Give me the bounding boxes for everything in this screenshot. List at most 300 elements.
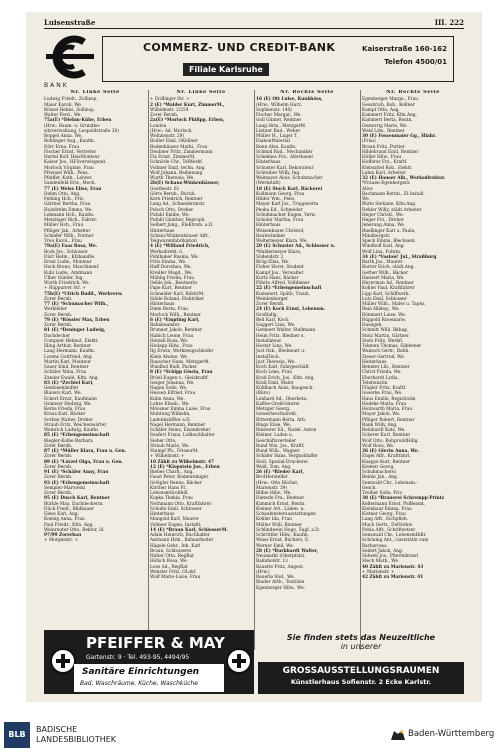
directory-entry: Südendstr. 2 — [256, 254, 284, 260]
directory-entry: Weimayer Alois, Schuhmacher — [256, 176, 323, 181]
directory-entry: Mayer Karl Jos., Truppwerte — [256, 202, 319, 208]
showroom-banner — [258, 662, 464, 694]
directory-entry: Rings Elise, We. — [256, 422, 292, 428]
directory-entry: Senswald Chr., LebensmHdlr. — [362, 533, 427, 538]
directory-entry: (Hrw.: Otto Büchel, — [256, 480, 299, 486]
directory-entry: Bürkle Max, Dachdeckerm. — [44, 501, 104, 507]
directory-entry: Sandenfeld Erw., Mech. — [44, 181, 96, 187]
directory-entry: Görts Bernh., Buchh. — [150, 191, 196, 197]
directory-entry: Egenberger Hilw., We. — [256, 585, 305, 591]
directory-entry: Kraus Karl, Bäcker — [44, 412, 86, 418]
header-rule — [44, 28, 464, 29]
directory-entry: Barth Jos., Maurer — [362, 260, 403, 265]
directory-entry: Tokmen Thomas, Säbbener — [362, 344, 422, 349]
directory-entry: Stoll, Spezial-Druckerei — [256, 459, 308, 465]
directory-entry: (Hrw.: Ad. Morlock, — [150, 128, 193, 134]
directory-entry: Illing Arthur, Rentner — [44, 344, 92, 349]
directory-entry: Nagel Hermann, Rentner — [150, 422, 206, 428]
directory-entry: Schuhmacher Eugen, Verw. — [256, 212, 316, 218]
bank-advert — [102, 36, 454, 82]
directory-entry: Hetzell Rosa, We. — [150, 338, 189, 344]
column-4 — [362, 90, 464, 650]
directory-entry: Adam Heinrich, Buchhalter — [150, 533, 210, 538]
directory-entry: Maier Karoli, We. — [44, 102, 83, 108]
directory-entry: Kuhn Anna, We. — [150, 396, 185, 402]
directory-entry: Habich Leone, Frau — [150, 333, 194, 339]
directory-entry: Weiss Ernst, Büchers, E. — [256, 538, 310, 544]
directory-entry: Kremer Georg, — [362, 464, 395, 470]
directory-entry: Kopka Thekla, Frau — [150, 496, 193, 502]
directory-entry: Müller Willi, Rentner — [256, 522, 303, 528]
directory-entry: Gramser Hedwig, We. — [44, 401, 92, 407]
directory-entry: Pohla Alfr., Schriftsetzer — [362, 527, 416, 533]
directory-entry: Wolf Lina, Fuhrm. — [362, 249, 402, 255]
directory-entry: 81 (E) *Deninger Ludwig, — [44, 328, 106, 334]
directory-entry: Windhol Rudi, Packer — [150, 365, 198, 370]
tagline-line-2: in unserer — [340, 642, 382, 651]
directory-entry: Fehling Hch., Priv. — [44, 197, 85, 202]
directory-entry: Weltzienstr. 29) — [150, 134, 185, 139]
directory-entry: (Hrw.) — [256, 569, 270, 575]
directory-entry: Martin Karl, Monteur — [44, 359, 92, 365]
directory-entry: 89 (E) *Lörzel Olga, Frau u. Gen. — [44, 459, 123, 465]
directory-entry: Kistner Georg, Frau — [362, 512, 406, 517]
directory-entry: Wilhelmstr. 2/254 — [150, 107, 189, 113]
directory-entry: *Haldermeyer Klara, — [256, 249, 302, 255]
directory-entry: + Morgenstr. + — [44, 538, 78, 544]
directory-entry: 4 (E) *Wilfand Friedrich, — [150, 244, 210, 250]
directory-entry: Kaffee-Großrösterei — [256, 401, 300, 407]
directory-entry: Lang Hrm., MetzgerM. — [256, 123, 307, 129]
bank-branch: Filiale Karlsruhe — [183, 63, 269, 76]
directory-entry: Zorer Bernh. — [44, 312, 73, 318]
directory-entry: Geiger Johanna, We. — [150, 380, 195, 386]
directory-entry: 36 (E) Glevin Anna, We. — [362, 449, 420, 454]
directory-entry: Stech Math., We. — [362, 559, 400, 565]
directory-entry: Vollmer Eugen, Installt. — [150, 522, 202, 528]
bank-contact — [362, 43, 447, 69]
directory-entry: 40 Zählt zu Marienstr. 43 — [362, 564, 424, 570]
directory-entry: Stolz Martin, Gärtner — [362, 333, 410, 339]
directory-entry: Kuhl Ludw., Amtmann — [44, 270, 93, 276]
directory-entry: Großhdlg. — [256, 312, 278, 318]
street-name: Luisenstraße — [44, 18, 96, 27]
directory-entry: Hofferer Frz., Kraftf. — [362, 160, 408, 166]
directory-entry: Grötgler Benno, Bäcker — [150, 480, 202, 486]
directory-entry: Jenerung Anna, We. — [362, 223, 406, 229]
directory-entry: Pufahl Günther, Reproph. — [150, 218, 206, 223]
directory-entry: Koch Karl, Fahrgeschäft — [256, 365, 309, 370]
directory-entry: Muhtung Wilhelm, — [150, 412, 191, 418]
directory-entry: Gless Karl, Ang. — [44, 512, 80, 517]
directory-entry: Schanz-Winkenhäuser Alfr., — [150, 233, 210, 239]
directory-entry: Zorer Bernh. — [44, 454, 73, 460]
directory-entry: Zorer Bernh. — [44, 464, 73, 470]
directory-entry: Kimmich Ernst, Rentn. — [256, 501, 306, 507]
directory-entry: Schäfer Heinz, Eisendreher — [150, 428, 211, 433]
directory-entry: Speck Emma, Blechsenl. — [362, 239, 416, 244]
directory-entry: Nothmann Otto, Kraftfahrer — [150, 501, 212, 507]
directory-entry: Gesch. — [362, 485, 377, 491]
directory-entry: Zieser Gertrud, We. — [362, 354, 406, 360]
directory-entry: Egenberger Marga., Frau — [362, 97, 419, 103]
directory-entry: Morlock Virginie, Frau — [44, 165, 94, 171]
directory-entry: LadenkaüfRer a.D. — [150, 417, 191, 423]
directory-entry: Renn Alex, Kaufm. — [256, 144, 297, 150]
showroom-tagline — [258, 630, 464, 662]
directory-entry: Werner Emil, We. — [256, 543, 295, 549]
column-divider — [254, 90, 255, 650]
directory-entry: Bennter Lib., Rentner — [362, 365, 410, 370]
directory-entry: Knappe Kurt, Rentner — [362, 459, 410, 465]
directory-entry: Gerber Wilh., Bäcker — [362, 270, 409, 276]
directory-entry: Kohler Paul, Kraftfahrer — [362, 286, 415, 292]
directory-entry: Halter Otto, RegRat — [150, 554, 194, 559]
directory-entry: Sidwell Jos., Pflerleibrawl — [362, 554, 419, 559]
directory-entry: Lang Ad., Schneidermstr. — [150, 202, 206, 208]
directory-entry: Hock Bruno, Maschinenf. — [44, 265, 100, 271]
directory-entry: Hilder Wm., Pens. — [256, 197, 296, 202]
directory-entry: Höfsch Rosa, We. — [150, 559, 188, 565]
directory-entry: Zorer Bernh. — [44, 443, 73, 449]
directory-entry: 95 (E) Dusch Karl, Rentner — [44, 496, 110, 502]
directory-entry: Semwald Chr., Lebensm.- — [362, 480, 418, 486]
directory-entry: Schiefer Wilh., Former — [44, 233, 94, 239]
directory-entry: Polsch Otto, Dreher — [150, 207, 194, 213]
directory-entry: Müller Wilh., Maler u. Tapez. — [362, 302, 426, 307]
directory-entry: Schnörle Chr., TelWerkf. — [150, 160, 204, 166]
directory-entry: Gemüsehändler — [44, 386, 79, 391]
directory-entry: Gewerbeschulrekt. — [256, 412, 298, 418]
directory-entry: Loos Ad., RegRat — [150, 564, 188, 570]
directory-columns — [44, 90, 466, 650]
directory-entry: Teigwarenfabrikation — [150, 239, 197, 244]
directory-entry: Kreiller Magd., We. — [150, 270, 193, 276]
directory-entry: Holzdrehn Emma, We. — [44, 207, 93, 213]
directory-entry: Lenhard Ad., Oberbeta., — [256, 396, 309, 402]
directory-entry: Braun, Schlosserei — [150, 548, 192, 554]
directory-entry: Schreiber Willy, Ing. — [256, 170, 301, 176]
directory-entry: Biegler-Kolbe Barbara — [44, 438, 93, 444]
directory-entry: Metzger Georg, — [256, 407, 291, 412]
directory-entry: Astmann Hrm., Bahnarbeiter — [150, 538, 214, 544]
directory-entry: Schulte Emil, Schlosser — [150, 506, 202, 512]
directory-entry: Zorer Bernh. — [256, 302, 285, 307]
directory-entry: Zorer Bernh. — [44, 323, 73, 328]
directory-entry: sitzverwaltung, Leopoldstraße 26) — [44, 128, 119, 134]
directory-entry: Boppel Anna, We. — [44, 134, 83, 139]
directory-entry: 20 (E) Schuster Ad., Schlosser u. — [256, 244, 336, 250]
directory-entry: 10 Zählt zu Wilhelmstr. 47 — [150, 459, 214, 465]
directory-entry: Paul Friedr., Kfm. Ang. — [44, 522, 94, 528]
directory-entry: Ilg Erwin, Werkzeugschleifer — [150, 349, 214, 355]
directory-entry: Just Theresia, We. — [256, 359, 296, 365]
directory-entry: London — [150, 123, 167, 129]
directory-entry: Bodler Emil, OKellner — [150, 139, 198, 145]
directory-entry: Zorer Bernh. — [44, 475, 73, 481]
column-heading: Nr. Linke Seite — [70, 90, 120, 95]
directory-entry: Beil Karl, Koch — [256, 317, 289, 323]
directory-entry: Kühlbach Alois, Baugesch. — [256, 386, 314, 391]
directory-entry: Kurtz Hans, Bäcker — [256, 275, 299, 281]
directory-entry: (Hrw.: Wilhelm Harz, — [256, 102, 303, 108]
directory-entry: Wamsch Gertr., Buhh. — [362, 349, 410, 355]
directory-entry: Kircher Hans Fr., — [150, 485, 188, 491]
directory-entry: Mühlig Frieda, Frau — [150, 275, 195, 281]
directory-entry: 97/99 Zorerbau — [44, 533, 82, 538]
pfeiffer-may-advert — [44, 630, 254, 694]
directory-entry: InstalTech. — [256, 354, 280, 360]
directory-entry: Mayer Jakob, We. — [362, 412, 401, 418]
directory-entry: Kern Friedrich, Rentner — [150, 197, 203, 202]
column-1 — [44, 90, 146, 650]
baden-wuerttemberg-lion-icon — [390, 728, 406, 742]
directory-entry: Pufahl Emilie, We. — [150, 212, 190, 218]
directory-entry: 83 (E) *Zechiel Karl, — [44, 380, 94, 386]
directory-entry: Riedlinger Karl u. Paula, — [362, 228, 416, 234]
directory-entry: Telefonistin — [362, 380, 388, 386]
directory-entry: Fischer Margar., We. — [256, 113, 302, 118]
directory-entry: Kleinbaur Emma, Frau — [362, 506, 412, 512]
library-name[interactable] — [36, 725, 116, 745]
advert-address: Gartenstr. 9 · Tel. 493-95, 4494/95 — [86, 654, 190, 661]
directory-entry: Oehle Joh., Rentnerin — [150, 281, 198, 286]
page-number: III. 222 — [434, 18, 464, 27]
directory-entry: 42 Zählt zu Marienstr. 41 — [362, 575, 424, 580]
column-entries — [44, 97, 146, 543]
directory-entry: Braun Fritz, Portier — [362, 144, 405, 150]
directory-entry: Hartel Rolf, HeizMonteur — [44, 155, 100, 160]
directory-entry: 85 (E) *Erbengemeinschaft — [44, 433, 110, 439]
column-heading: Nr. Rechte Seite — [386, 90, 440, 95]
directory-entry: Scherer Karl, Rentner — [362, 433, 411, 439]
directory-entry: Walter Ferd., We. — [44, 113, 82, 118]
directory-entry: Hinterhaus — [256, 223, 281, 229]
directory-entry: (Hrw.: Baum- u. Grundbe- — [44, 123, 101, 129]
directory-entry: Ernst Ludw., Monteur — [44, 260, 92, 265]
directory-entry: Heger Frz., Dreher — [362, 218, 404, 223]
column-heading: Nr. Linke Seite — [176, 90, 226, 95]
directory-entry: Lintner Rud., Weber — [256, 128, 301, 134]
directory-entry: Kammert Berta, Rentn. — [362, 118, 413, 124]
directory-entry: Kaiser Jos., HFüverwiegend. — [44, 160, 107, 166]
directory-entry: + Erdlinger Str. + — [150, 97, 190, 103]
directory-entry: Lipp Karl, Schiffwerk. — [362, 291, 410, 297]
directory-entry: Ludwig Friedr., Zollinsp. — [44, 97, 98, 103]
directory-entry: Bautechniker — [256, 233, 286, 239]
directory-entry: Zander Ewald, Kfm. Ang. — [44, 375, 99, 381]
directory-entry: 2b(E) Schanz-Winkenhäuser, — [150, 181, 220, 187]
directory-entry: Weiß, Tom. Ang. — [256, 464, 292, 470]
state-name[interactable]: Baden-Württemberg — [408, 729, 495, 739]
directory-entry: 77 (E) *Schumacher Wilh., — [44, 302, 109, 307]
bank-logo-icon — [44, 32, 96, 82]
directory-entry: Neumarkt (Oberpfalz), — [256, 554, 306, 559]
directory-entry: 75a(E) *Diehm-Kühe, Erben — [44, 118, 112, 124]
directory-entry: Kammert Fritz, Kfm.Ang. — [362, 113, 417, 118]
directory-entry: Weltermeyer Klara, We. — [256, 239, 308, 244]
directory-entry: Rauscher Hans, MetzgerM. — [150, 359, 211, 365]
directory-entry: Schneider Karl, RöbhrM. — [150, 291, 205, 297]
directory-entry: 30 (E) Fossenmaier Gg., Hlahr. — [362, 134, 437, 139]
column-divider — [360, 90, 361, 650]
directory-entry: 38 (E) *Brauerei Schrempp-Printz — [362, 496, 445, 502]
directory-entry: Kohler Ida, Frau — [256, 517, 292, 523]
column-2 — [150, 90, 252, 650]
directory-entry: Eberhardt Lydia, — [362, 375, 399, 381]
directory-entry: Schäfer Mina, Frau — [44, 370, 87, 376]
directory-entry: Sempler-Marowski — [44, 485, 86, 491]
directory-entry: Hinterhaus — [150, 512, 175, 517]
viewer-footer — [0, 718, 504, 753]
directory-entry: Wolf Marie-Luise, Frau — [150, 575, 201, 580]
directory-entry: Hodapp Hilw., Frau — [150, 344, 193, 349]
directory-entry: Lutz Emil, Schlosser — [362, 296, 407, 302]
directory-entry: Rüppold Rosemarie, — [362, 317, 407, 323]
column-divider — [148, 90, 149, 650]
directory-entry: 93 (E) *Erbengemeinschaft — [44, 480, 110, 486]
directory-entry: LebensmGroßhdl. — [150, 491, 189, 496]
directory-entry: Kollmann Georg, Frau — [256, 191, 305, 197]
directory-entry: Vollmer Emil, techn. Ang. — [150, 165, 206, 171]
directory-entry: Installateur — [256, 338, 282, 344]
directory-entry: Dachdecker — [44, 333, 71, 339]
directory-entry: Wurth Theresia, We. — [150, 176, 195, 181]
directory-entry: (Frau) — [362, 139, 376, 145]
directory-entry: Weid Ldw., Rentner — [362, 128, 405, 134]
directory-entry: Fisher Horst, Student — [256, 265, 304, 271]
directory-entry: Rodenhäuser Mathi., Frau — [150, 144, 208, 150]
directory-entry: Schäfer Hans, Vergnoldaffer — [256, 454, 318, 460]
directory-entry: + Rüppurrer Str. + — [44, 286, 86, 292]
directory-entry: Hinterhaus — [362, 359, 387, 365]
page-header — [44, 18, 464, 28]
directory-entry: Hansert Maria, We. — [362, 275, 405, 281]
column-entries — [150, 97, 252, 580]
directory-entry: Wurth Friedrich, We. — [44, 281, 90, 286]
directory-entry: Schaufensterausstattungen — [256, 512, 316, 517]
directory-entry: Werksdirekt. ö. — [150, 249, 184, 255]
directory-entry: Klein Alwine, We. — [150, 354, 189, 360]
directory-entry: Sieber Otto, — [150, 438, 177, 444]
directory-entry: Rund Wilh., Wagner — [256, 449, 300, 454]
directory-entry: Christ Frieda, We. — [362, 370, 402, 376]
directory-entry: 18 (E) Stock Karl, Bäckerei — [256, 186, 323, 192]
directory-entry: Koch Lene, Frau — [256, 370, 293, 376]
directory-entry: + Marienstr. + — [362, 569, 395, 575]
column-entries — [256, 97, 358, 591]
directory-entry: Bachmann Bernh., El.Install. — [362, 191, 425, 197]
showroom-advert — [258, 630, 464, 694]
blb-logo[interactable]: BLB — [4, 722, 30, 748]
directory-entry: Treiber Sofie, Priv. — [362, 491, 403, 496]
directory-entry: Heyerman Ad., Rentner — [362, 281, 414, 286]
directory-entry: 79 (E) *Rössler Max, Erben — [44, 317, 110, 323]
directory-entry: 14 (E) *Braun Karl, SchlosserM. — [150, 527, 228, 533]
library-line-1: BADISCHE — [36, 725, 78, 734]
directory-entry: Wenzler Fritz, OLokf. — [150, 569, 197, 575]
directory-entry: (Büro) — [256, 391, 270, 397]
directory-entry: 32 (E) Hauser Alb., Werksdirektor. — [362, 176, 446, 181]
directory-entry: Dieterle Fra., Rentner — [256, 496, 305, 502]
directory-entry: Deubner Fritz, Zimmermann — [150, 149, 213, 155]
directory-entry: Morlock Wilh., Rentner — [150, 312, 201, 318]
directory-entry: Fritz Emma, We. — [150, 260, 187, 265]
directory-entry: Seufert Franz, Lohbuchhalter — [150, 433, 215, 439]
directory-entry: Wolf Otto, RohproddHdlg. — [362, 438, 419, 444]
tagline-line-1: Sie finden stets das Neuzeitliche — [286, 633, 436, 642]
directory-entry: Bahnbeamter — [150, 323, 180, 328]
directory-entry: Dehm Otto, Ang. — [44, 191, 81, 197]
directory-entry: Bauerle Stef., We. — [256, 575, 296, 580]
directory-entry: Pöhrle Alfred, Volldiener — [256, 281, 310, 286]
directory-entry: Bürle Stefanie, Kfm.Ang. — [362, 202, 417, 208]
directory-entry: Gaggert Lina, We. — [256, 323, 296, 328]
advert-title: PFEIFFER & MAY — [86, 634, 225, 652]
directory-entry: Seibert Jung., EleKtrom. a.D. — [150, 223, 214, 229]
directory-entry: Schlindwein Hugo, Zugf. a.D. — [256, 527, 320, 533]
directory-entry: Müller Hch., Frau — [44, 223, 84, 229]
directory-entry: Dörr Erna, Frau — [44, 144, 80, 150]
directory-entry: Kraß Erich, Jos., Kfm. Ang. — [256, 375, 315, 381]
directory-entry: Brunner Jakob, Rentner — [150, 328, 203, 334]
directory-entry: Dürr Helm., Kfzhandlw. — [44, 254, 96, 260]
directory-entry: Gessbrich, Rob., Kellner — [362, 102, 415, 108]
directory-entry: Zorer Bernh. — [44, 491, 73, 496]
directory-entry: 24 (E) Koch Ernst, Lebensm. — [256, 307, 326, 313]
footer-advertisements — [44, 630, 464, 696]
directory-entry: Hinterhaus — [150, 302, 175, 307]
directory-entry: Lahm Karl, Arbeiter — [362, 170, 406, 176]
directory-entry: Schuster Karl, Dekorateur — [256, 165, 314, 171]
advert-line-1: Sanitäre Einrichtungen — [82, 667, 200, 677]
directory-entry: Kumsnert, Späth, Traub, — [256, 291, 310, 297]
directory-entry: Oesterrig Marie, We. — [362, 123, 408, 129]
directory-entry: Straub Fritz, Weichenwärter — [44, 422, 107, 428]
directory-entry: Goserke Frau, We. — [362, 391, 403, 397]
directory-entry: Rank Willy, Ang. — [362, 422, 398, 428]
directory-entry: Diem Berta, Frau — [150, 307, 188, 313]
directory-entry: Sorben Walter, Dreher — [44, 417, 93, 423]
directory-entry: Bohlinger Aug., Kaufm. — [44, 139, 96, 145]
directory-entry: Bock Jos., Schlosser — [44, 249, 88, 255]
directory-entry: Weinreuter Otto, Rektor, ill. — [44, 527, 105, 533]
directory-entry: Peuka Ed., Schneider — [256, 207, 303, 213]
bank-name: COMMERZ- UND CREDIT-BANK — [143, 41, 336, 54]
directory-entry: 91 (E) *Schäfer Anny, Frau — [44, 470, 109, 475]
directory-entry: Haus Emilie, Registratin — [362, 396, 416, 402]
directory-entry: Holzwarth Maria, Frau — [362, 407, 413, 412]
directory-entry: Weinrich Ludwig, Kaufm. — [44, 428, 100, 433]
directory-entry: Bauerle Fritz, Angest. — [256, 564, 304, 570]
directory-entry: Alice — [362, 186, 373, 192]
directory-entry: Pfeiffer, Kath., Lehrer. — [44, 176, 93, 181]
directory-entry: Weisenbauer Christof, — [256, 228, 305, 234]
directory-entry: Hagen Sofie, We. — [150, 386, 188, 391]
directory-entry: Marienstr. 39) — [256, 485, 288, 491]
directory-entry: Gärtner Bertha, Frau — [44, 202, 91, 208]
column-3 — [256, 90, 358, 650]
directory-entry: We. — [362, 197, 370, 202]
directory-entry: Schelmes Fra., Alterbauer — [256, 155, 314, 160]
directory-entry: Hägele Gehr., Inh. Karl — [150, 543, 201, 549]
directory-entry: Hildebrand Emil, Rentner — [362, 149, 419, 155]
bank-logo-caption: BANK — [44, 82, 69, 89]
directory-entry: Weinlenberger — [256, 296, 289, 302]
directory-entry: (Werkstatt) — [256, 181, 281, 187]
directory-entry: Gemnert Walter, Stellmann — [256, 328, 316, 334]
directory-entry: + Wilhelmstr. + — [150, 454, 185, 460]
